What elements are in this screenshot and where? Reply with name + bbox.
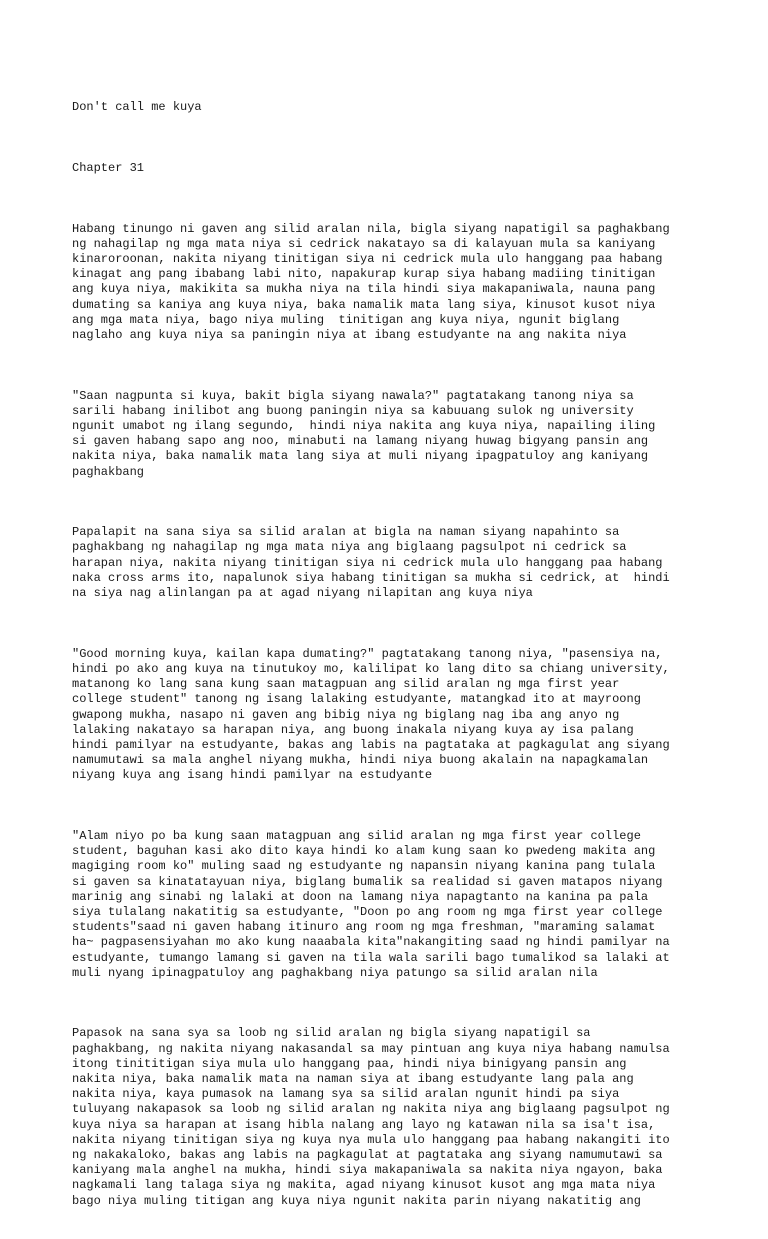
paragraph: Papalapit na sana siya sa silid aralan at bigla na naman siyang napahinto sa paghakbang ng nahagilap ng mga mata niya ang biglaang pagsulpot ni cedrick sa harapan niya, nakita niyang tinitigan siya ni cedrick mula ulo hanggang paa habang naka cross arms ito, napalunok siya habang tinitigan sa mukha si cedrick, at hindi na siya nag alinlangan pa at agad niyang nilapitan ang kuya niya	[72, 525, 670, 601]
paragraph: "Saan nagpunta si kuya, bakit bigla siyang nawala?" pagtatakang tanong niya sa sarili habang inilibot ang buong paningin niya sa kabuuang sulok ng university ngunit umabot ng ilang segundo, hindi niya nakita ang kuya niya, napailing iling si gaven habang sapo ang noo, minabuti na lamang niyang huwag bigyang pansin ang nakita niya, baka namalik mata lang siya at muli niyang ipagpatuloy ang kaniyang paghakbang	[72, 388, 656, 479]
paragraph: Papasok na sana sya sa loob ng silid aralan ng bigla siyang napatigil sa paghakbang, ng nakita niyang nakasandal sa may pintuan ang kuya niya habang namulsa itong tinititigan siya mula ulo hanggang paa, hindi niya binigyang pansin ang nakita niya, baka namalik mata na naman siya at ibang estudyante lang pala ang nakita niya, kaya pumasok na lamang sya sa silid aralan ngunit hindi pa siya tuluyang nakapasok sa loob ng silid aralan ng nakita niya ang biglaang pagsulpot ng kuya niya sa harapan at isang hibla nalang ang layo ng katawan nila sa isa't isa, nakita niyang tinitigan siya ng kuya nya mula ulo hanggang paa habang nakangiti ito ng nakakaloko, bakas ang labis na pagkagulat at pagtataka ang siyang namumutawi sa kaniyang mala anghel na mukha, hindi siya makapaniwala sa nakita niya ngayon, baka nagkamali lang talaga siya ng makita, agad niyang kinusot kusot ang mga mata niya bago niya muling titigan ang kuya niya ngunit nakita parin niyang nakatitig ang	[72, 1026, 670, 1208]
paragraph: "Good morning kuya, kailan kapa dumating?" pagtatakang tanong niya, "pasensiya na, hindi po ako ang kuya na tinutukoy mo, kalilipat ko lang dito sa chiang university, matanong ko lang sana kung saan matagpuan ang silid aralan ng mga first year college student" tanong ng isang lalaking estudyante, matangkad ito at mayroong gwapong mukha, nasapo ni gaven ang bibig niya ng biglang nag iba ang anyo ng lalaking nakatayo sa harapan niya, ang buong inakala niyang kuya ay isa palang hindi pamilyar na estudyante, bakas ang labis na pagtataka at pagkagulat ang siyang namumutawi sa mala anghel niyang mukha, hindi niya buong akalain na napagkamalan niyang kuya ang isang hindi pamilyar na estudyante	[72, 646, 670, 783]
document-page	[72, 70, 712, 1239]
paragraph: Habang tinungo ni gaven ang silid aralan nila, bigla siyang napatigil sa paghakbang ng nahagilap ng mga mata niya si cedrick nakatayo sa di kalayuan mula sa kaniyang kinaroroonan, nakita niyang tinitigan siya ni cedrick mula ulo hanggang paa habang kinagat ang pang ibabang labi nito, napakurap kurap siya habang madiing tinitigan ang kuya niya, makikita sa mukha niya na tila hindi siya makapaniwala, nauna pang dumating sa kaniya ang kuya niya, baka namalik mata lang siya, kinusot kusot niya ang mga mata niya, bago niya muling tinitigan ang kuya niya, ngunit biglang naglaho ang kuya niya sa paningin niya at ibang estudyante na ang nakita niya	[72, 221, 670, 343]
document-title: Don't call me kuya	[72, 100, 202, 115]
paragraph: "Alam niyo po ba kung saan matagpuan ang silid aralan ng mga first year college student, baguhan kasi ako dito kaya hindi ko alam kung saan ko pwedeng makita ang magiging room ko" muling saad ng estudyante ng napansin niyang kanina pang tulala si gaven sa kinatatayuan niya, biglang bumalik sa realidad si gaven matapos niyang marinig ang sinabi ng lalaki at doon na lamang niya napagtanto na kanina pa pala siya tulalang nakatitig sa estudyante, "Doon po ang room ng mga first year college students"saad ni gaven habang itinuro ang room ng mga freshman, "maraming salamat ha~ pagpasensiyahan mo ako kung naaabala kita"nakangiting saad ng hindi pamilyar na estudyante, tumango lamang si gaven na tila wala sarili bago tumalikod sa lalaki at muli nyang ipinagpatuloy ang paghakbang niya patungo sa silid aralan nila	[72, 828, 670, 980]
chapter-heading: Chapter 31	[72, 161, 145, 176]
